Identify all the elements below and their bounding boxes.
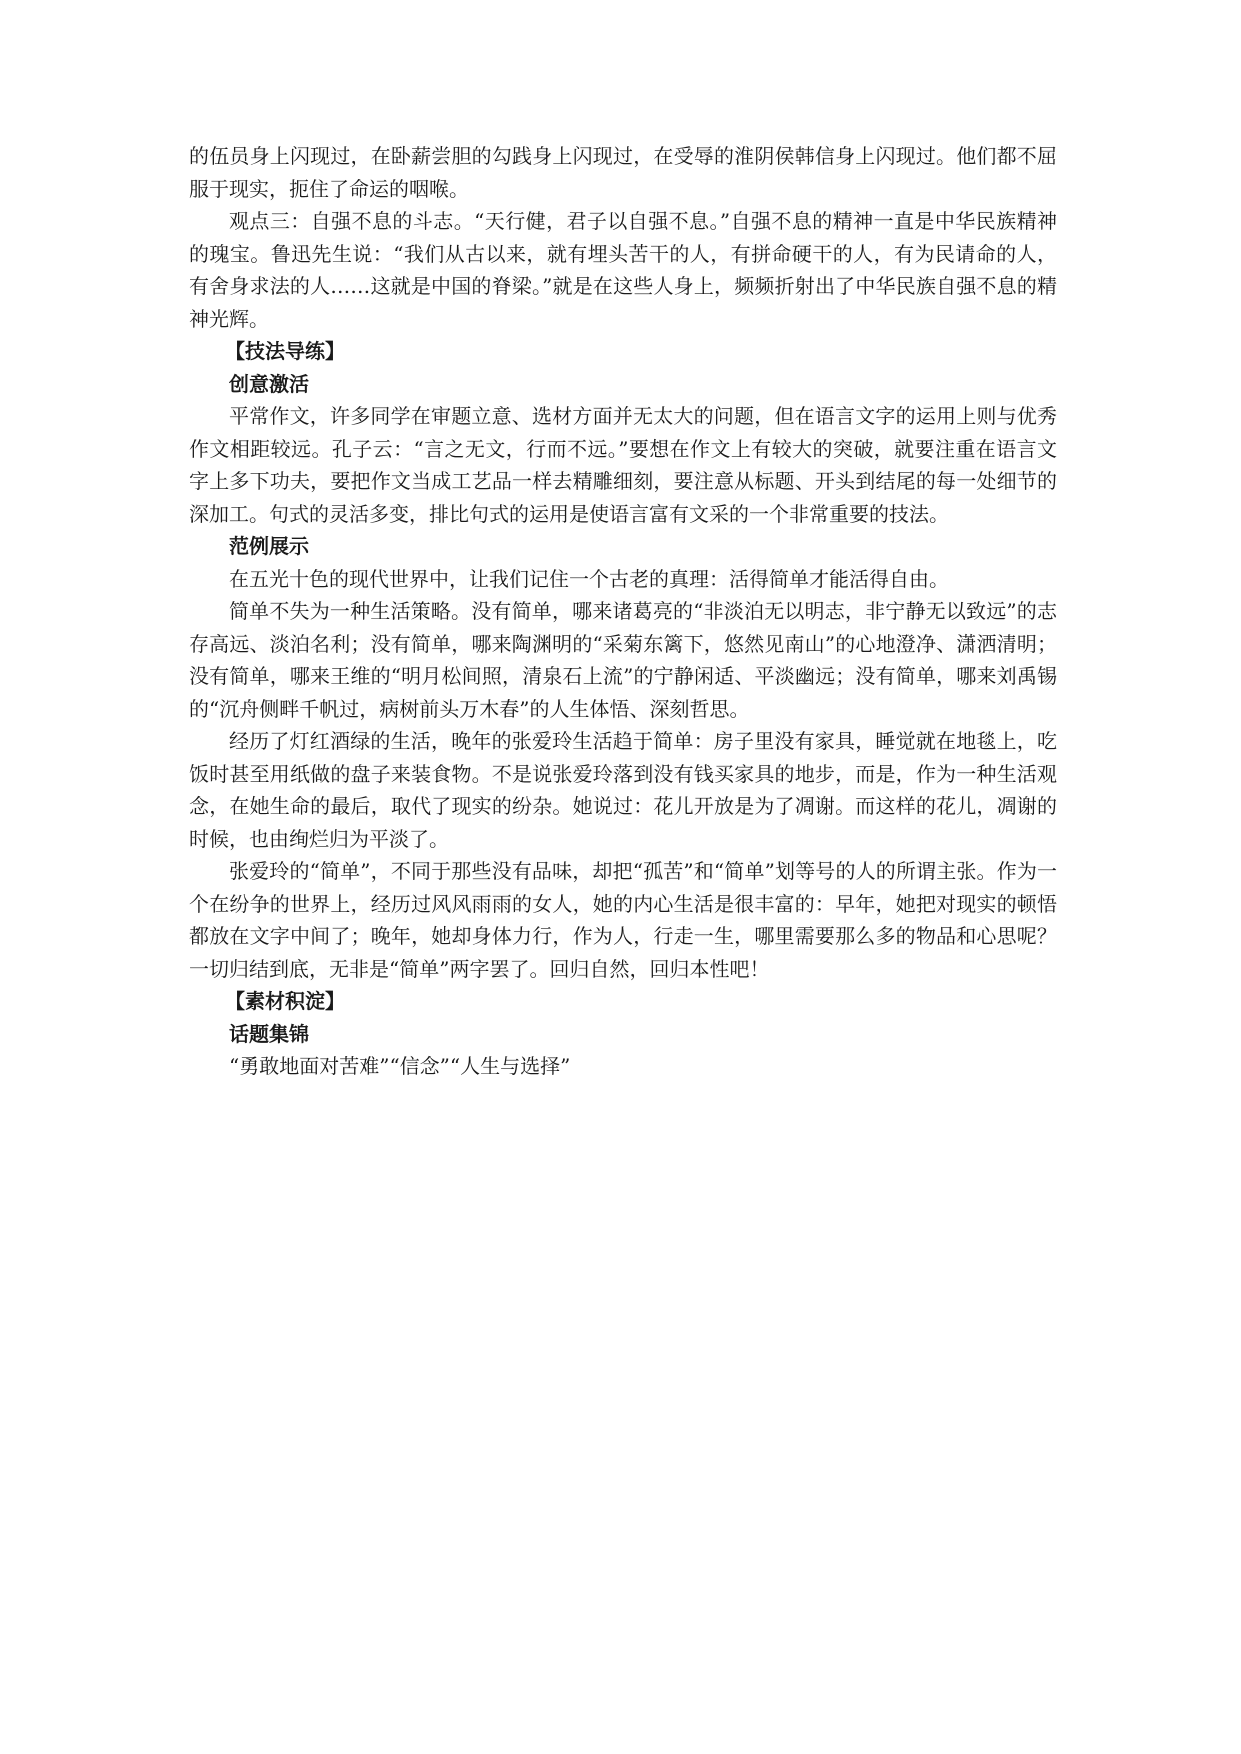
paragraph-creative-activation: 平常作文，许多同学在审题立意、选材方面并无太大的问题，但在语言文字的运用上则与优秀作文相距较远。孔子云：“言之无文，行而不远。”要想在作文上有较大的突破，就要注重在语言文字上多下功夫，要把作文当成工艺品一样去精雕细刻，要注意从标题、开头到结尾的每一处细节的深加工。句式的灵活多变，排比句式的运用是使语言富有文采的一个非常重要的技法。 [189,404,1057,526]
paragraph-example-conclusion: 张爱玲的“简单”，不同于那些没有品味，却把“孤苦”和“简单”划等号的人的所谓主张。作为一个在纷争的世界上，经历过风风雨雨的女人，她的内心生活是很丰富的：早年，她把对现实的顿悟都放在文字中间了；晚年，她却身体力行，作为人，行走一生，哪里需要那么多的物品和心思呢？一切归结到底，无非是“简单”两字罢了。回归自然，回归本性吧！ [189,859,1057,981]
subheading-creative-activation: 创意激活 [229,371,309,396]
subheading-topic-collection: 话题集锦 [229,1021,309,1046]
paragraph-viewpoint-three: 观点三：自强不息的斗志。“天行健，君子以自强不息。”自强不息的精神一直是中华民族精神的瑰宝。鲁迅先生说：“我们从古以来，就有埋头苦干的人，有拼命硬干的人，有为民请命的人，有舍身求法的人……这就是中国的脊梁。”就是在这些人身上，频频折射出了中华民族自强不息的精神光辉。 [189,209,1057,331]
section-heading-material: 【素材积淀】 [225,989,345,1013]
subheading-example-display: 范例展示 [229,534,309,558]
paragraph-example-intro: 在五光十色的现代世界中，让我们记住一个古老的真理：活得简单才能活得自由。 [229,566,949,591]
paragraph-continuation: 的伍员身上闪现过，在卧薪尝胆的勾践身上闪现过，在受辱的淮阴侯韩信身上闪现过。他们都不屈服于现实，扼住了命运的咽喉。 [189,144,1057,201]
section-heading-technique: 【技法导练】 [225,339,345,363]
document-page [189,140,1057,1083]
paragraph-topics: “勇敢地面对苦难”“信念”“人生与选择” [229,1054,571,1078]
paragraph-example-zhang-ailing: 经历了灯红酒绿的生活，晚年的张爱玲生活趋于简单：房子里没有家具，睡觉就在地毯上，吃饭时甚至用纸做的盘子来装食物。不是说张爱玲落到没有钱买家具的地步，而是，作为一种生活观念，在她生命的最后，取代了现实的纷杂。她说过：花儿开放是为了凋谢。而这样的花儿，凋谢的时候，也由绚烂归为平淡了。 [189,729,1057,851]
paragraph-example-simplicity: 简单不失为一种生活策略。没有简单，哪来诸葛亮的“非淡泊无以明志，非宁静无以致远”的志存高远、淡泊名利；没有简单，哪来陶渊明的“采菊东篱下，悠然见南山”的心地澄净、潇洒清明；没有简单，哪来王维的“明月松间照，清泉石上流”的宁静闲适、平淡幽远；没有简单，哪来刘禹锡的“沉舟侧畔千帆过，病树前头万木春”的人生体悟、深刻哲思。 [189,599,1057,721]
